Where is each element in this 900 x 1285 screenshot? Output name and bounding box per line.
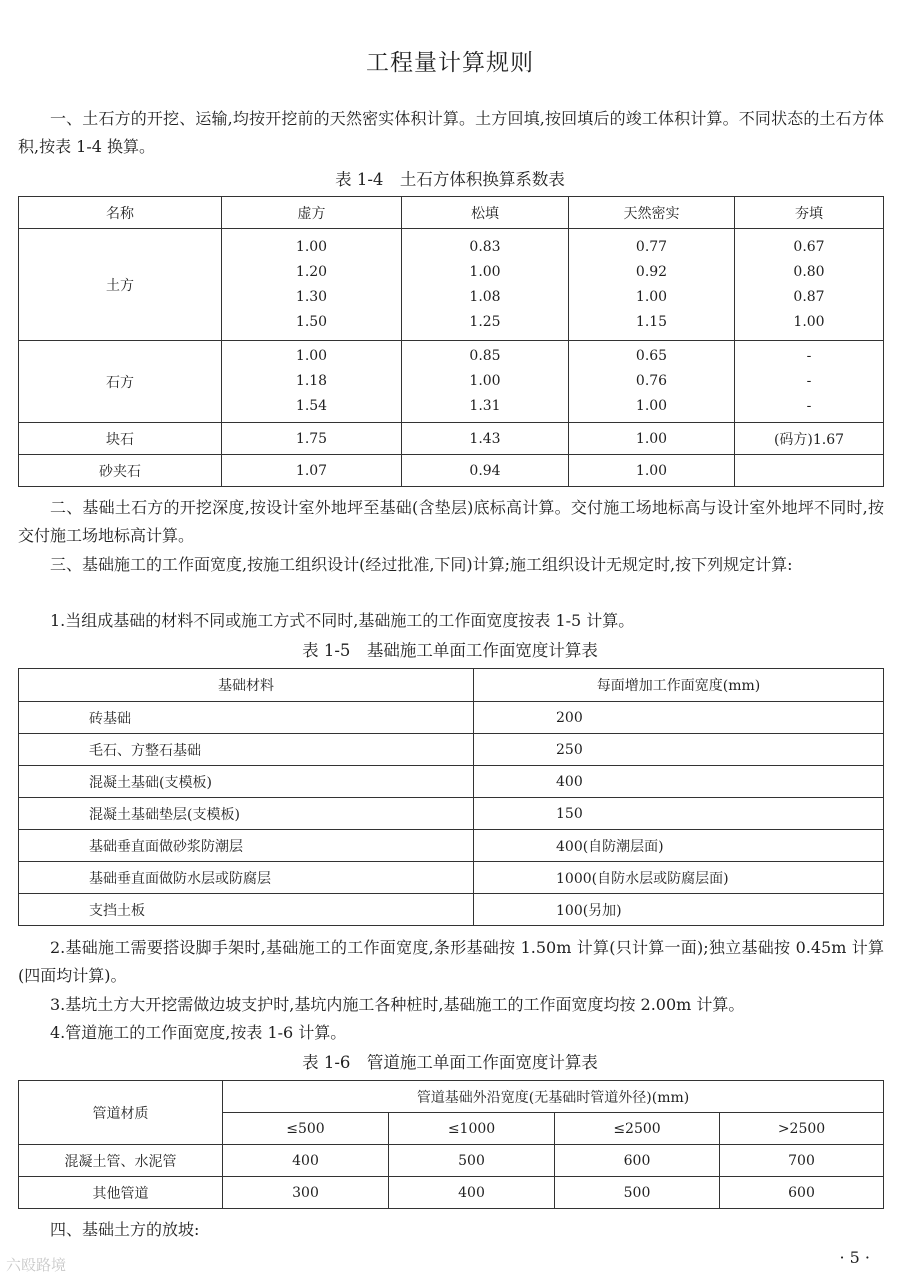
table-row (19, 830, 884, 862)
header-cell: 虚方 (222, 197, 402, 229)
value-cell: 1.00 (569, 455, 735, 487)
table-1-6-caption: 表 1-6 管道施工单面工作面宽度计算表 (302, 1053, 598, 1072)
width-cell: 100(另加) (474, 894, 884, 926)
header-cell: 松填 (402, 197, 569, 229)
row-label: 其他管道 (19, 1177, 223, 1209)
value-cell: 700 (720, 1145, 884, 1177)
header-cell: 夯填 (735, 197, 884, 229)
value-cell: (码方)1.67 (735, 423, 884, 455)
value-cell: 1.00 1.20 1.30 1.50 (222, 229, 402, 341)
table-row (19, 1177, 884, 1209)
paragraph-4: 四、基础土方的放坡: (50, 1220, 200, 1239)
value-cell: - - - (735, 341, 884, 423)
header-cell: 管道基础外沿宽度(无基础时管道外径)(mm) (223, 1081, 884, 1113)
table-row (19, 734, 884, 766)
table-1-5-header (19, 669, 884, 702)
table-1-6 (18, 1080, 884, 1209)
table-row (19, 1145, 884, 1177)
value-cell: 0.85 1.00 1.31 (402, 341, 569, 423)
width-cell: 400(自防潮层面) (474, 830, 884, 862)
header-cell: ≤1000 (389, 1113, 555, 1145)
table-row (19, 229, 884, 341)
paragraph-3-2: 2.基础施工需要搭设脚手架时,基础施工的工作面宽度,条形基础按 1.50m 计算(只计算一面);独立基础按 0.45m 计算(四面均计算)。 (18, 938, 884, 985)
page-number: · 5 · (839, 1248, 870, 1267)
table-row (19, 894, 884, 926)
width-cell: 400 (474, 766, 884, 798)
watermark: 六殴路境 (6, 1256, 67, 1274)
paragraph-3-4: 4.管道施工的工作面宽度,按表 1-6 计算。 (50, 1023, 347, 1042)
paragraph-3-3: 3.基坑土方大开挖需做边坡支护时,基坑内施工各种桩时,基础施工的工作面宽度均按 2.00m 计算。 (50, 995, 745, 1014)
material-cell: 混凝土基础(支模板) (19, 766, 474, 798)
table-row (19, 423, 884, 455)
header-cell: 基础材料 (19, 669, 474, 702)
header-cell: 每面增加工作面宽度(mm) (474, 669, 884, 702)
paragraph-3: 三、基础施工的工作面宽度,按施工组织设计(经过批准,下同)计算;施工组织设计无规定时,按下列规定计算: (50, 555, 793, 574)
table-1-6-header (19, 1081, 884, 1113)
table-1-5 (18, 668, 884, 926)
value-cell: 1.00 (569, 423, 735, 455)
table-1-4 (18, 196, 884, 487)
table-1-4-caption: 表 1-4 土石方体积换算系数表 (335, 170, 565, 189)
table-row (19, 766, 884, 798)
paragraph-1: 一、土石方的开挖、运输,均按开挖前的天然密实体积计算。土方回填,按回填后的竣工体积计算。不同状态的土石方体积,按表 1-4 换算。 (18, 109, 884, 156)
width-cell: 1000(自防水层或防腐层面) (474, 862, 884, 894)
page-title: 工程量计算规则 (366, 50, 534, 76)
value-cell: 0.94 (402, 455, 569, 487)
value-cell: 0.77 0.92 1.00 1.15 (569, 229, 735, 341)
value-cell: 600 (720, 1177, 884, 1209)
row-label: 混凝土管、水泥管 (19, 1145, 223, 1177)
header-cell: 名称 (19, 197, 222, 229)
width-cell: 250 (474, 734, 884, 766)
width-cell: 150 (474, 798, 884, 830)
value-cell: 1.43 (402, 423, 569, 455)
header-cell: ≤2500 (555, 1113, 720, 1145)
value-cell: 0.83 1.00 1.08 1.25 (402, 229, 569, 341)
material-cell: 基础垂直面做防水层或防腐层 (19, 862, 474, 894)
row-label: 块石 (19, 423, 222, 455)
value-cell: 400 (389, 1177, 555, 1209)
material-cell: 混凝土基础垫层(支模板) (19, 798, 474, 830)
material-cell: 毛石、方整石基础 (19, 734, 474, 766)
material-cell: 基础垂直面做砂浆防潮层 (19, 830, 474, 862)
header-cell: ≤500 (223, 1113, 389, 1145)
value-cell: 1.00 1.18 1.54 (222, 341, 402, 423)
header-cell: >2500 (720, 1113, 884, 1145)
row-label: 砂夹石 (19, 455, 222, 487)
table-row (19, 455, 884, 487)
value-cell: 300 (223, 1177, 389, 1209)
material-cell: 砖基础 (19, 702, 474, 734)
table-1-4-header (19, 197, 884, 229)
header-cell: 天然密实 (569, 197, 735, 229)
value-cell (735, 455, 884, 487)
value-cell: 500 (389, 1145, 555, 1177)
value-cell: 0.65 0.76 1.00 (569, 341, 735, 423)
value-cell: 1.07 (222, 455, 402, 487)
table-row (19, 702, 884, 734)
value-cell: 0.67 0.80 0.87 1.00 (735, 229, 884, 341)
paragraph-3-1: 1.当组成基础的材料不同或施工方式不同时,基础施工的工作面宽度按表 1-5 计算。 (50, 611, 635, 630)
table-row (19, 862, 884, 894)
material-cell: 支挡土板 (19, 894, 474, 926)
paragraph-2: 二、基础土石方的开挖深度,按设计室外地坪至基础(含垫层)底标高计算。交付施工场地标高与设计室外地坪不同时,按交付施工场地标高计算。 (18, 498, 884, 545)
row-label: 石方 (19, 341, 222, 423)
table-1-5-caption: 表 1-5 基础施工单面工作面宽度计算表 (302, 641, 598, 660)
value-cell: 1.75 (222, 423, 402, 455)
row-label: 土方 (19, 229, 222, 341)
table-row (19, 341, 884, 423)
value-cell: 400 (223, 1145, 389, 1177)
header-cell: 管道材质 (19, 1081, 223, 1145)
value-cell: 600 (555, 1145, 720, 1177)
table-row (19, 798, 884, 830)
value-cell: 500 (555, 1177, 720, 1209)
width-cell: 200 (474, 702, 884, 734)
